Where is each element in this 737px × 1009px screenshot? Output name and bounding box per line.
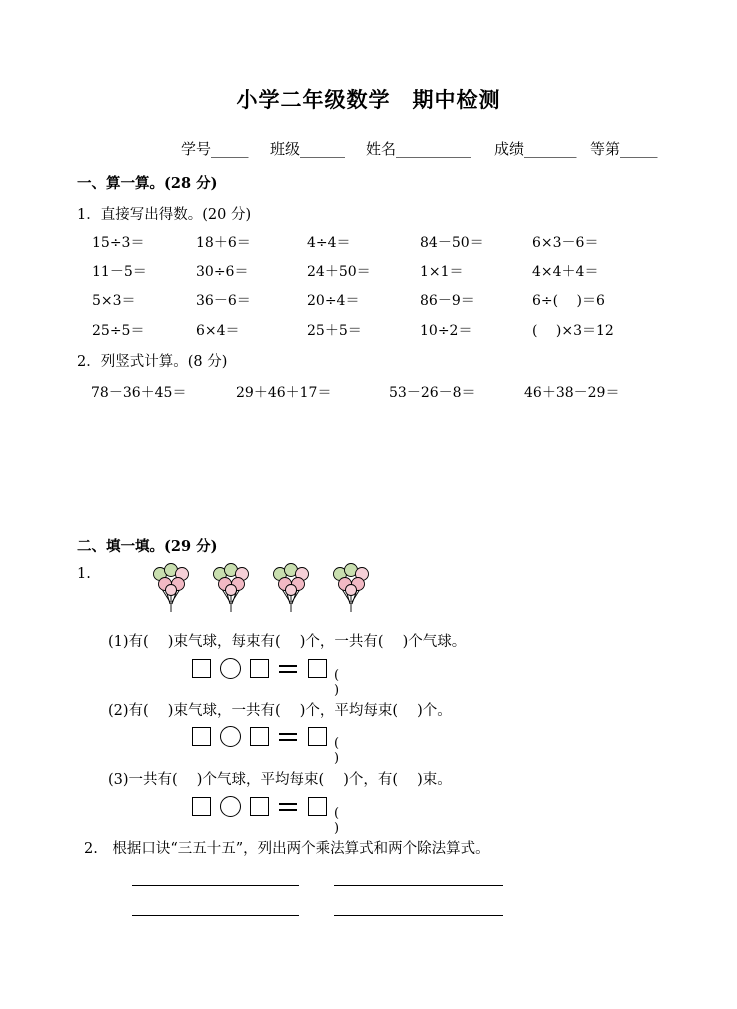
arithmetic-item[interactable]: ( )×3＝12 [532,323,614,339]
answer-box[interactable] [250,797,269,816]
equals-sign [279,797,297,817]
arithmetic-item[interactable]: 6×4＝ [196,323,240,339]
vertical-calc-item[interactable]: 78－36＋45＝ [91,385,187,401]
part-3-prompt: (3)一共有( )个气球，平均每束( )个，有( )束。 [108,772,452,788]
balloon-bouquet-image [150,562,192,616]
grade-field[interactable]: 等第_____ [590,140,658,158]
arithmetic-item[interactable]: 20÷4＝ [307,293,360,309]
arithmetic-item[interactable]: 84－50＝ [420,235,484,251]
arithmetic-item[interactable]: 1×1＝ [420,264,464,280]
answer-box[interactable] [192,659,211,678]
student-number-field[interactable]: 学号_____ [181,140,249,158]
arithmetic-item[interactable]: 36－6＝ [196,293,251,309]
arithmetic-item[interactable]: 25＋5＝ [307,323,362,339]
arithmetic-item[interactable]: 24＋50＝ [307,264,371,280]
operator-circle[interactable] [220,726,241,747]
arithmetic-item[interactable]: 10÷2＝ [420,323,473,339]
section2-heading: 二、填一填。(29 分) [77,538,218,555]
answer-box[interactable] [308,659,327,678]
answer-line[interactable] [132,885,299,886]
arithmetic-item[interactable]: 18＋6＝ [196,235,251,251]
unit-paren[interactable]: ( ) [334,806,357,836]
arithmetic-item[interactable]: 15÷3＝ [92,235,145,251]
equals-sign [279,659,297,679]
answer-box[interactable] [308,727,327,746]
name-field[interactable]: 姓名__________ [366,140,472,158]
vertical-calc-item[interactable]: 53－26－8＝ [389,385,476,401]
answer-line[interactable] [334,885,503,886]
unit-paren[interactable]: ( ) [334,668,357,698]
page-title: 小学二年级数学 期中检测 [236,87,501,112]
section1-q2-label: 2．列竖式计算。(8 分) [77,354,228,370]
arithmetic-item[interactable]: 5×3＝ [92,293,136,309]
equals-sign [279,727,297,747]
arithmetic-item[interactable]: 11－5＝ [92,264,147,280]
unit-paren[interactable]: ( ) [334,736,357,766]
vertical-calc-item[interactable]: 29＋46＋17＝ [236,385,332,401]
operator-circle[interactable] [220,658,241,679]
answer-box[interactable] [192,727,211,746]
vertical-calc-item[interactable]: 46＋38－29＝ [524,385,620,401]
arithmetic-item[interactable]: 25÷5＝ [92,323,145,339]
arithmetic-item[interactable]: 30÷6＝ [196,264,249,280]
answer-box[interactable] [192,797,211,816]
arithmetic-item[interactable]: 86－9＝ [420,293,475,309]
arithmetic-item[interactable]: 4×4＋4＝ [532,264,599,280]
balloon-bouquet-image [270,562,312,616]
section1-heading: 一、算一算。(28 分) [77,175,218,192]
part-2-prompt: (2)有( )束气球，一共有( )个，平均每束( )个。 [108,703,452,719]
section2-q2-label: 2. 根据口诀“三五十五”，列出两个乘法算式和两个除法算式。 [84,841,490,857]
arithmetic-item[interactable]: 6×3－6＝ [532,235,599,251]
part-1-prompt: (1)有( )束气球，每束有( )个，一共有( )个气球。 [108,634,467,650]
operator-circle[interactable] [220,796,241,817]
answer-line[interactable] [334,915,503,916]
arithmetic-item[interactable]: 4÷4＝ [307,235,351,251]
balloon-bouquet-image [210,562,252,616]
answer-box[interactable] [250,659,269,678]
class-field[interactable]: 班级______ [270,140,346,158]
section2-q1-number: 1. [77,566,91,582]
answer-line[interactable] [132,915,299,916]
vertical-calc-row [0,382,737,402]
answer-box[interactable] [250,727,269,746]
score-field[interactable]: 成绩_______ [494,140,577,158]
answer-box[interactable] [308,797,327,816]
section1-q1-label: 1．直接写出得数。(20 分) [77,207,252,223]
arithmetic-item[interactable]: 6÷( )＝6 [532,293,605,309]
balloon-bouquet-image [330,562,372,616]
